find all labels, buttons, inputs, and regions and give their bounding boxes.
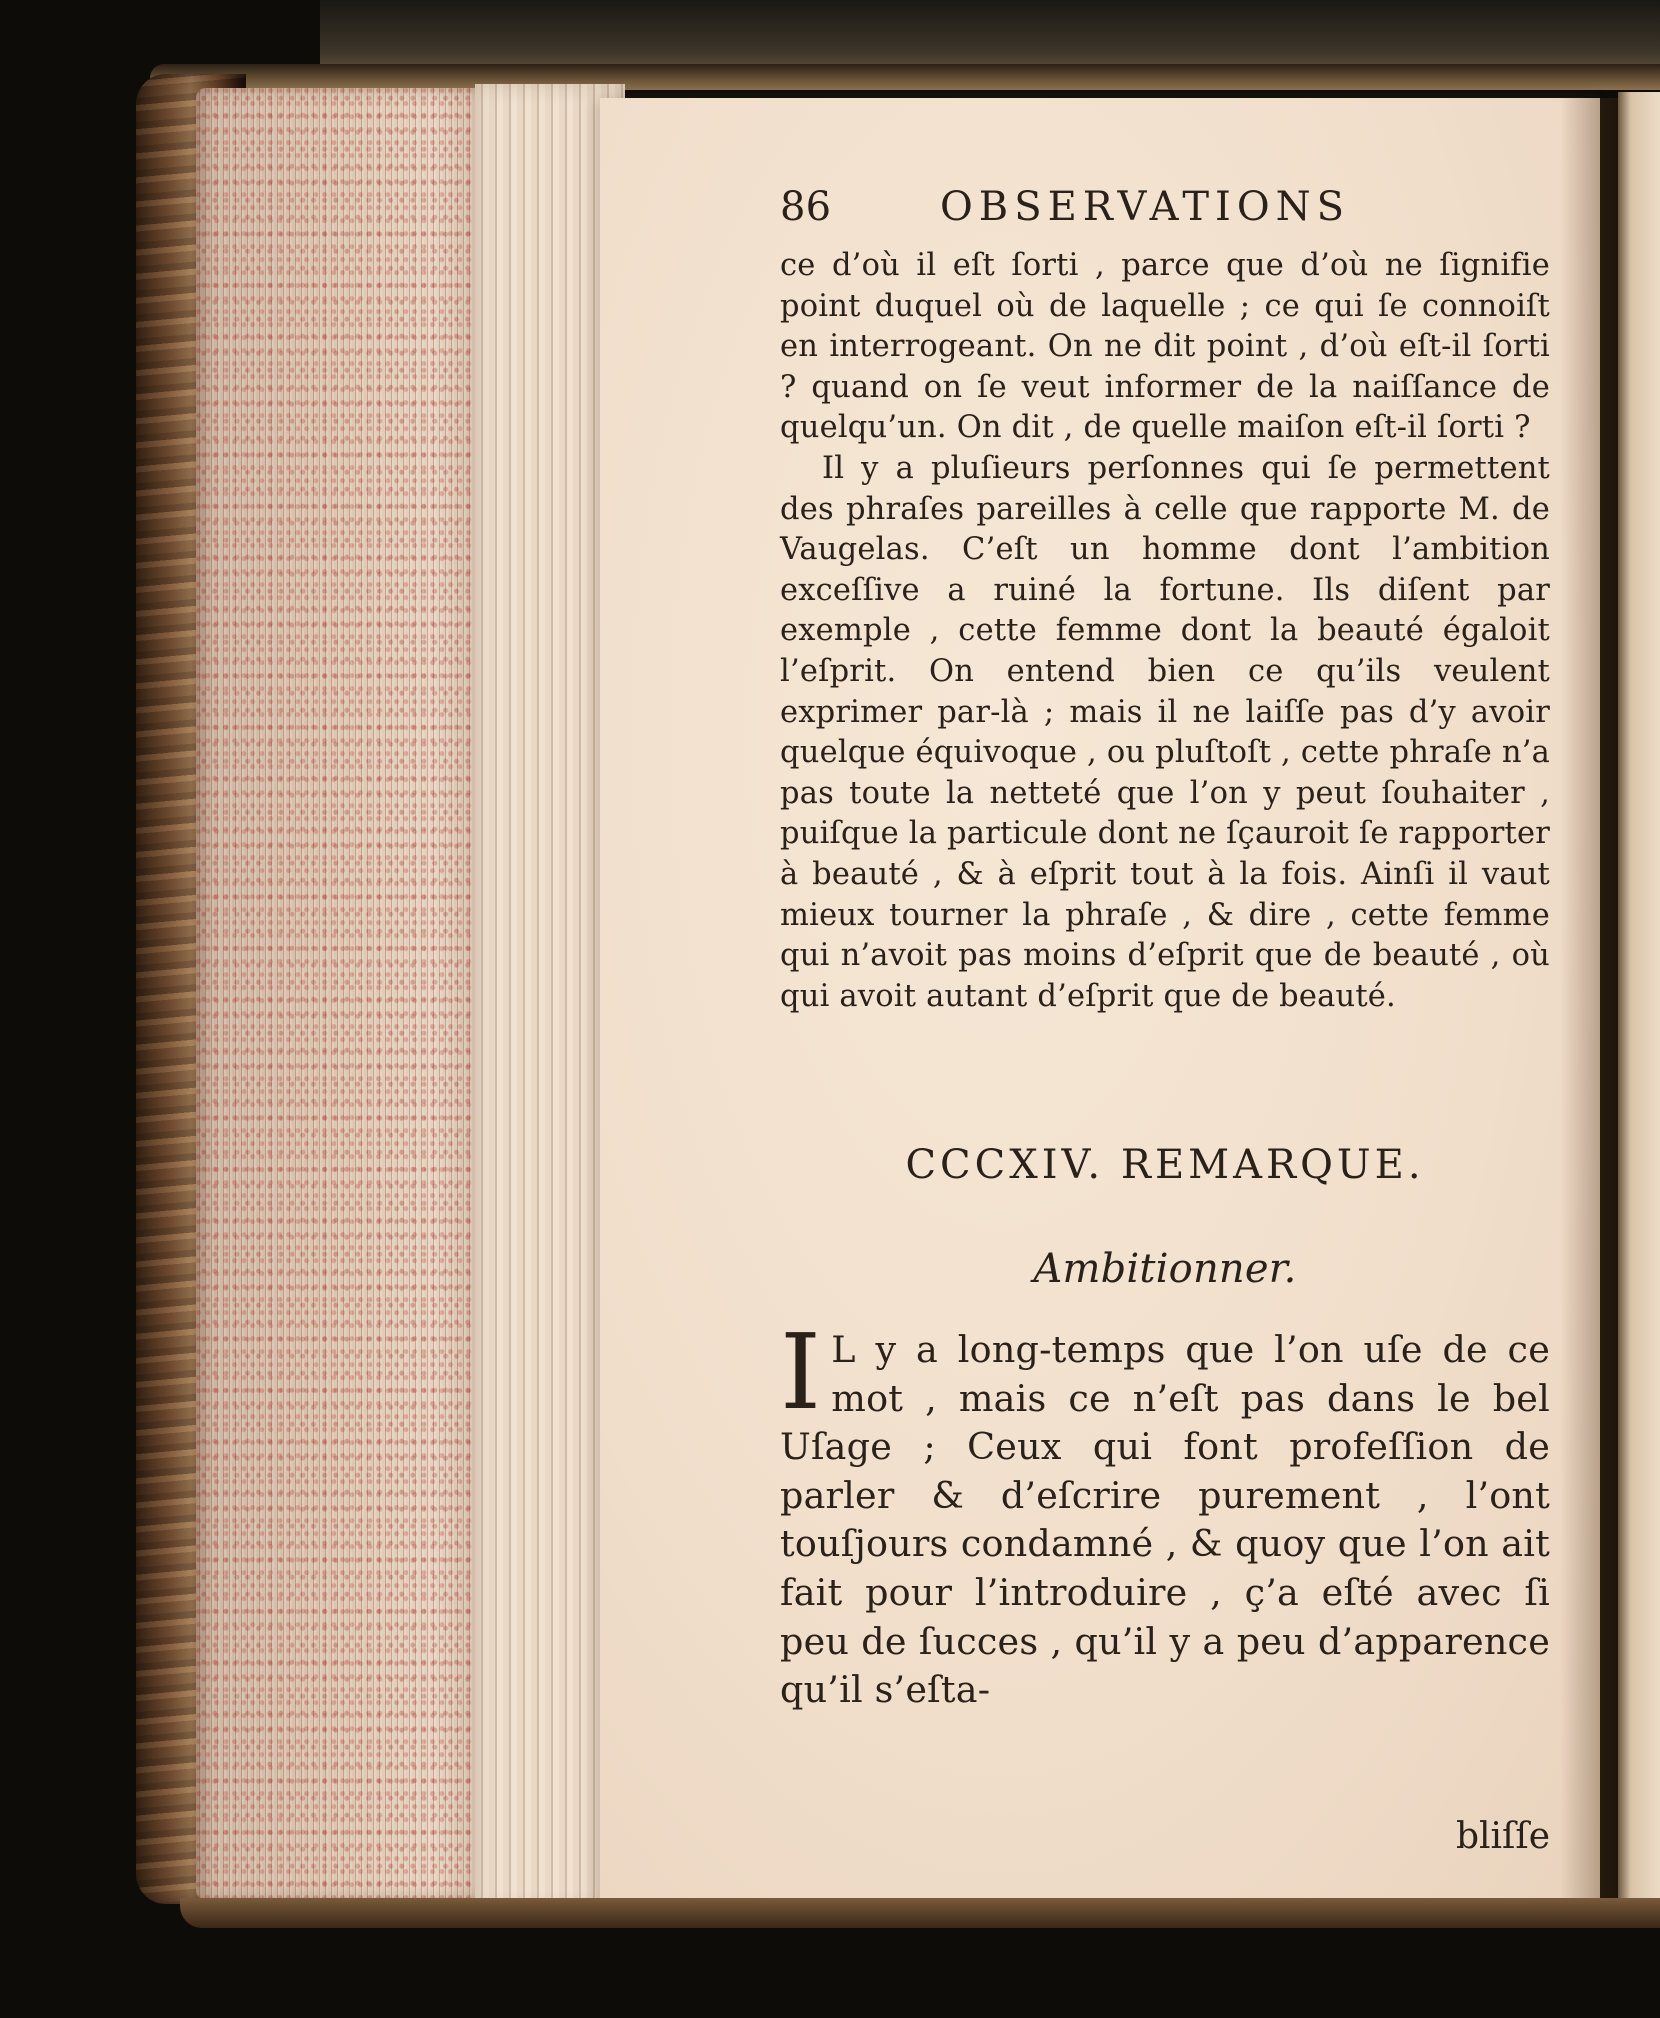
entry-word: Ambitionner. bbox=[1033, 1246, 1297, 1292]
facing-page-edge bbox=[1618, 92, 1660, 1912]
background-cloth bbox=[320, 0, 1660, 70]
running-head-title: OBSERVATIONS bbox=[940, 184, 1351, 230]
paragraph: Il y a pluſieurs perſonnes qui ſe permettent des phraſes pareilles à celle que rapporte M. de Vaugelas. C’eſt un homme dont l’ambition exceſſive a ruiné la fortune. Ils diſent par exemple , cette femme dont la beauté égaloit l’eſprit. On entend bien ce qu’ils veulent exprimer par-là ; mais il ne laiſſe pas d’y avoir quelque équivoque , ou pluſtoſt , cette phraſe n’a pas toute la netteté que l’on y peut ſouhaiter , puiſque la particule dont ne ſçauroit ſe rapporter à beauté , & à eſprit tout à la fois. Ainſi il vaut mieux tourner la phraſe , & dire , cette femme qui n’avoit pas moins d’eſprit que de beauté , où qui avoit autant d’eſprit que de beauté. bbox=[780, 450, 1550, 1014]
paragraph: ce d’où il eſt ſorti , parce que d’où ne ſignifie point duquel où de laquelle ; ce qui ſe connoiſt en interrogeant. On ne dit point , d’où eſt-il ſorti ? quand on ſe veut informer de la naiſſance de quelqu’un. On dit , de quelle maiſon eſt-il ſorti ? bbox=[780, 248, 1550, 446]
page-block-edge bbox=[196, 88, 496, 1900]
remarque-text: L y a long-temps que l’on uſe de ce mot , mais ce n’eſt pas dans le bel Uſage ; Ceux qui font profeſſion de parler & d’eſcrire purement , l’ont touſjours condamné , & quoy que l’on ait fait pour l’introduire , ç’a eſté avec ſi peu de ſucces , qu’il y a peu d’apparence qu’il s’eſta- bbox=[780, 1328, 1550, 1712]
body-text-upper bbox=[780, 246, 1550, 1017]
cover-top-edge bbox=[150, 64, 1660, 90]
cover-bottom-edge bbox=[180, 1898, 1660, 1928]
remarque-body bbox=[780, 1311, 1550, 1715]
catchword: bliſſe bbox=[1455, 1816, 1550, 1857]
remarque-heading: CCCXIV. REMARQUE. bbox=[905, 1142, 1425, 1188]
drop-cap: I bbox=[780, 1311, 822, 1433]
running-header bbox=[780, 184, 1440, 240]
gutter-shadow bbox=[1560, 98, 1620, 1908]
page-number: 86 bbox=[780, 184, 832, 230]
